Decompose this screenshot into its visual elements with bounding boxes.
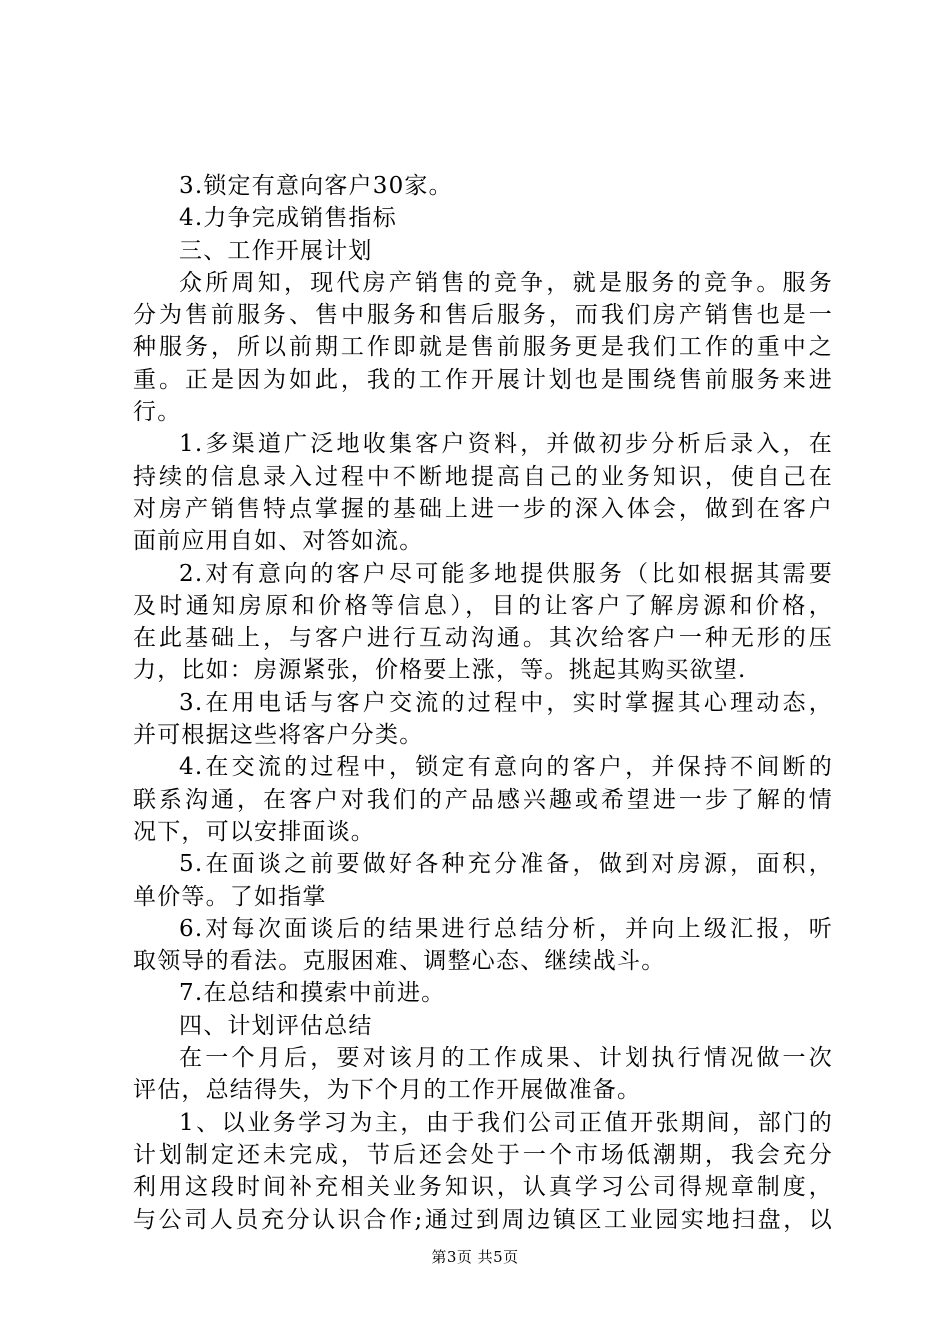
text-line: 对房产销售特点掌握的基础上进一步的深入体会，做到在客户 bbox=[133, 495, 833, 522]
text-line: 4.力争完成销售指标 bbox=[179, 205, 397, 232]
text-line: 在一个月后，要对该月的工作成果、计划执行情况做一次 bbox=[179, 1045, 833, 1072]
page-footer: 第3页 共5页 bbox=[431, 1248, 519, 1266]
text-line: 联系沟通，在客户对我们的产品感兴趣或希望进一步了解的情 bbox=[133, 786, 833, 813]
text-line: 4.在交流的过程中，锁定有意向的客户，并保持不间断的 bbox=[179, 754, 833, 781]
text-line: 重。正是因为如此，我的工作开展计划也是围绕售前服务来进 bbox=[133, 366, 833, 393]
text-line: 计划制定还未完成，节后还会处于一个市场低潮期，我会充分 bbox=[133, 1141, 833, 1168]
text-line: 况下，可以安排面谈。 bbox=[133, 818, 375, 845]
text-line: 6.对每次面谈后的结果进行总结分析，并向上级汇报，听 bbox=[179, 915, 833, 942]
body-text bbox=[133, 170, 833, 1236]
text-line: 及时通知房原和价格等信息），目的让客户了解房源和价格， bbox=[133, 592, 833, 619]
text-line: 持续的信息录入过程中不断地提高自己的业务知识，使自己在 bbox=[133, 463, 833, 490]
text-line: 与公司人员充分认识合作;通过到周边镇区工业园实地扫盘，以 bbox=[133, 1206, 833, 1233]
text-line: 1、以业务学习为主，由于我们公司正值开张期间，部门的 bbox=[179, 1109, 833, 1136]
text-line: 3.在用电话与客户交流的过程中，实时掌握其心理动态， bbox=[179, 689, 833, 716]
text-line: 5.在面谈之前要做好各种充分准备，做到对房源，面积， bbox=[179, 851, 833, 878]
text-line: 3.锁定有意向客户30家。 bbox=[179, 173, 453, 199]
text-line: 面前应用自如、对答如流。 bbox=[133, 528, 424, 555]
text-line: 分为售前服务、售中服务和售后服务，而我们房产销售也是一 bbox=[133, 302, 833, 329]
text-line: 单价等。了如指掌 bbox=[133, 883, 327, 910]
text-line: 评估，总结得失，为下个月的工作开展做准备。 bbox=[133, 1077, 642, 1104]
text-line: 并可根据这些将客户分类。 bbox=[133, 722, 424, 749]
text-line: 三、工作开展计划 bbox=[179, 237, 373, 264]
text-line: 利用这段时间补充相关业务知识，认真学习公司得规章制度， bbox=[133, 1174, 833, 1201]
text-line: 7.在总结和摸索中前进。 bbox=[179, 980, 446, 1007]
text-line: 1.多渠道广泛地收集客户资料，并做初步分析后录入，在 bbox=[179, 431, 833, 458]
text-line: 力，比如：房源紧张，价格要上涨，等。挑起其购买欲望. bbox=[133, 657, 747, 684]
text-line: 取领导的看法。克服困难、调整心态、继续战斗。 bbox=[133, 948, 666, 975]
text-line: 行。 bbox=[133, 399, 182, 426]
text-line: 2.对有意向的客户尽可能多地提供服务（比如根据其需要 bbox=[179, 560, 833, 587]
text-line: 种服务，所以前期工作即就是售前服务更是我们工作的重中之 bbox=[133, 334, 833, 361]
text-line: 众所周知，现代房产销售的竞争，就是服务的竞争。服务 bbox=[179, 269, 833, 296]
text-line: 四、计划评估总结 bbox=[179, 1012, 373, 1039]
text-line: 在此基础上，与客户进行互动沟通。其次给客户一种无形的压 bbox=[133, 625, 833, 652]
